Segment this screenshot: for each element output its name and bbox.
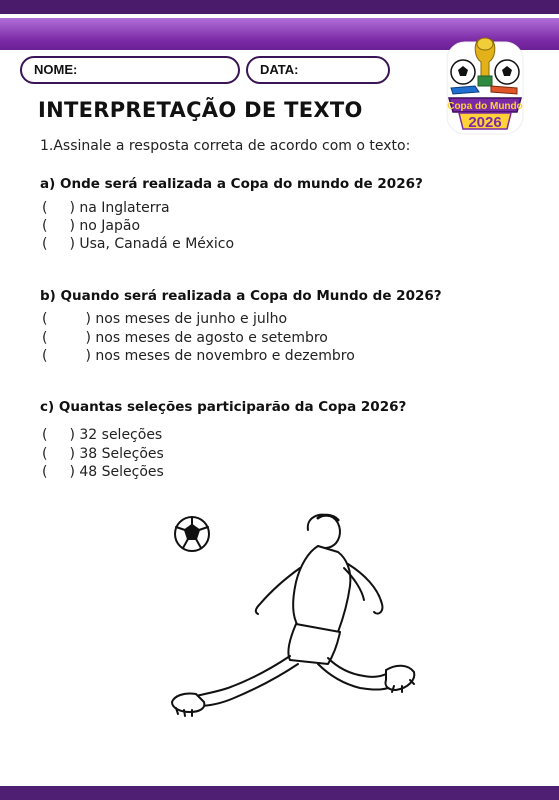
checkbox-paren: (	[42, 427, 48, 443]
top-decorative-bar	[0, 0, 559, 14]
logo-line2: 2026	[468, 114, 502, 131]
checkbox-paren: (	[42, 348, 48, 364]
name-field[interactable]	[20, 56, 240, 84]
question-b: b) Quando será realizada a Copa do Mundo de 2026?	[40, 288, 442, 304]
option-c1[interactable]: ( ) 32 seleções	[42, 427, 163, 443]
checkbox-paren: (	[42, 236, 48, 252]
instruction-text: 1.Assinale a resposta correta de acordo com o texto:	[40, 138, 411, 154]
option-c2[interactable]: ( ) 38 Seleções	[42, 446, 164, 462]
checkbox-paren: (	[42, 330, 48, 346]
checkbox-paren: (	[42, 311, 48, 327]
option-c3[interactable]: ( ) 48 Seleções	[42, 464, 164, 480]
checkbox-paren: (	[42, 446, 48, 462]
option-a1[interactable]: ( ) na Inglaterra	[42, 200, 170, 216]
name-label: NOME:	[34, 62, 78, 77]
option-a3[interactable]: ( ) Usa, Canadá e México	[42, 236, 235, 252]
option-a2[interactable]: ( ) no Japão	[42, 218, 141, 234]
soccer-ball-icon	[495, 60, 519, 84]
question-a: a) Onde será realizada a Copa do mundo de 2026?	[40, 176, 423, 192]
soccer-ball-icon	[451, 60, 475, 84]
footer-band	[0, 786, 559, 800]
checkbox-paren: (	[42, 200, 48, 216]
logo-line1: Copa do Mundo	[447, 101, 523, 112]
option-b2[interactable]: ( ) nos meses de agosto e setembro	[42, 330, 328, 346]
checkbox-paren: (	[42, 218, 48, 234]
soccer-player-illustration	[168, 508, 418, 720]
option-b3[interactable]: ( ) nos meses de novembro e dezembro	[42, 348, 355, 364]
date-label: DATA:	[260, 62, 299, 77]
soccer-ball-icon	[175, 517, 209, 551]
option-b1[interactable]: ( ) nos meses de junho e julho	[42, 311, 288, 327]
question-c: c) Quantas seleções participarão da Copa 2026?	[40, 399, 407, 415]
date-field[interactable]	[246, 56, 390, 84]
world-cup-logo	[445, 32, 525, 136]
checkbox-paren: (	[42, 464, 48, 480]
page-title: INTERPRETAÇÃO DE TEXTO	[38, 98, 363, 122]
